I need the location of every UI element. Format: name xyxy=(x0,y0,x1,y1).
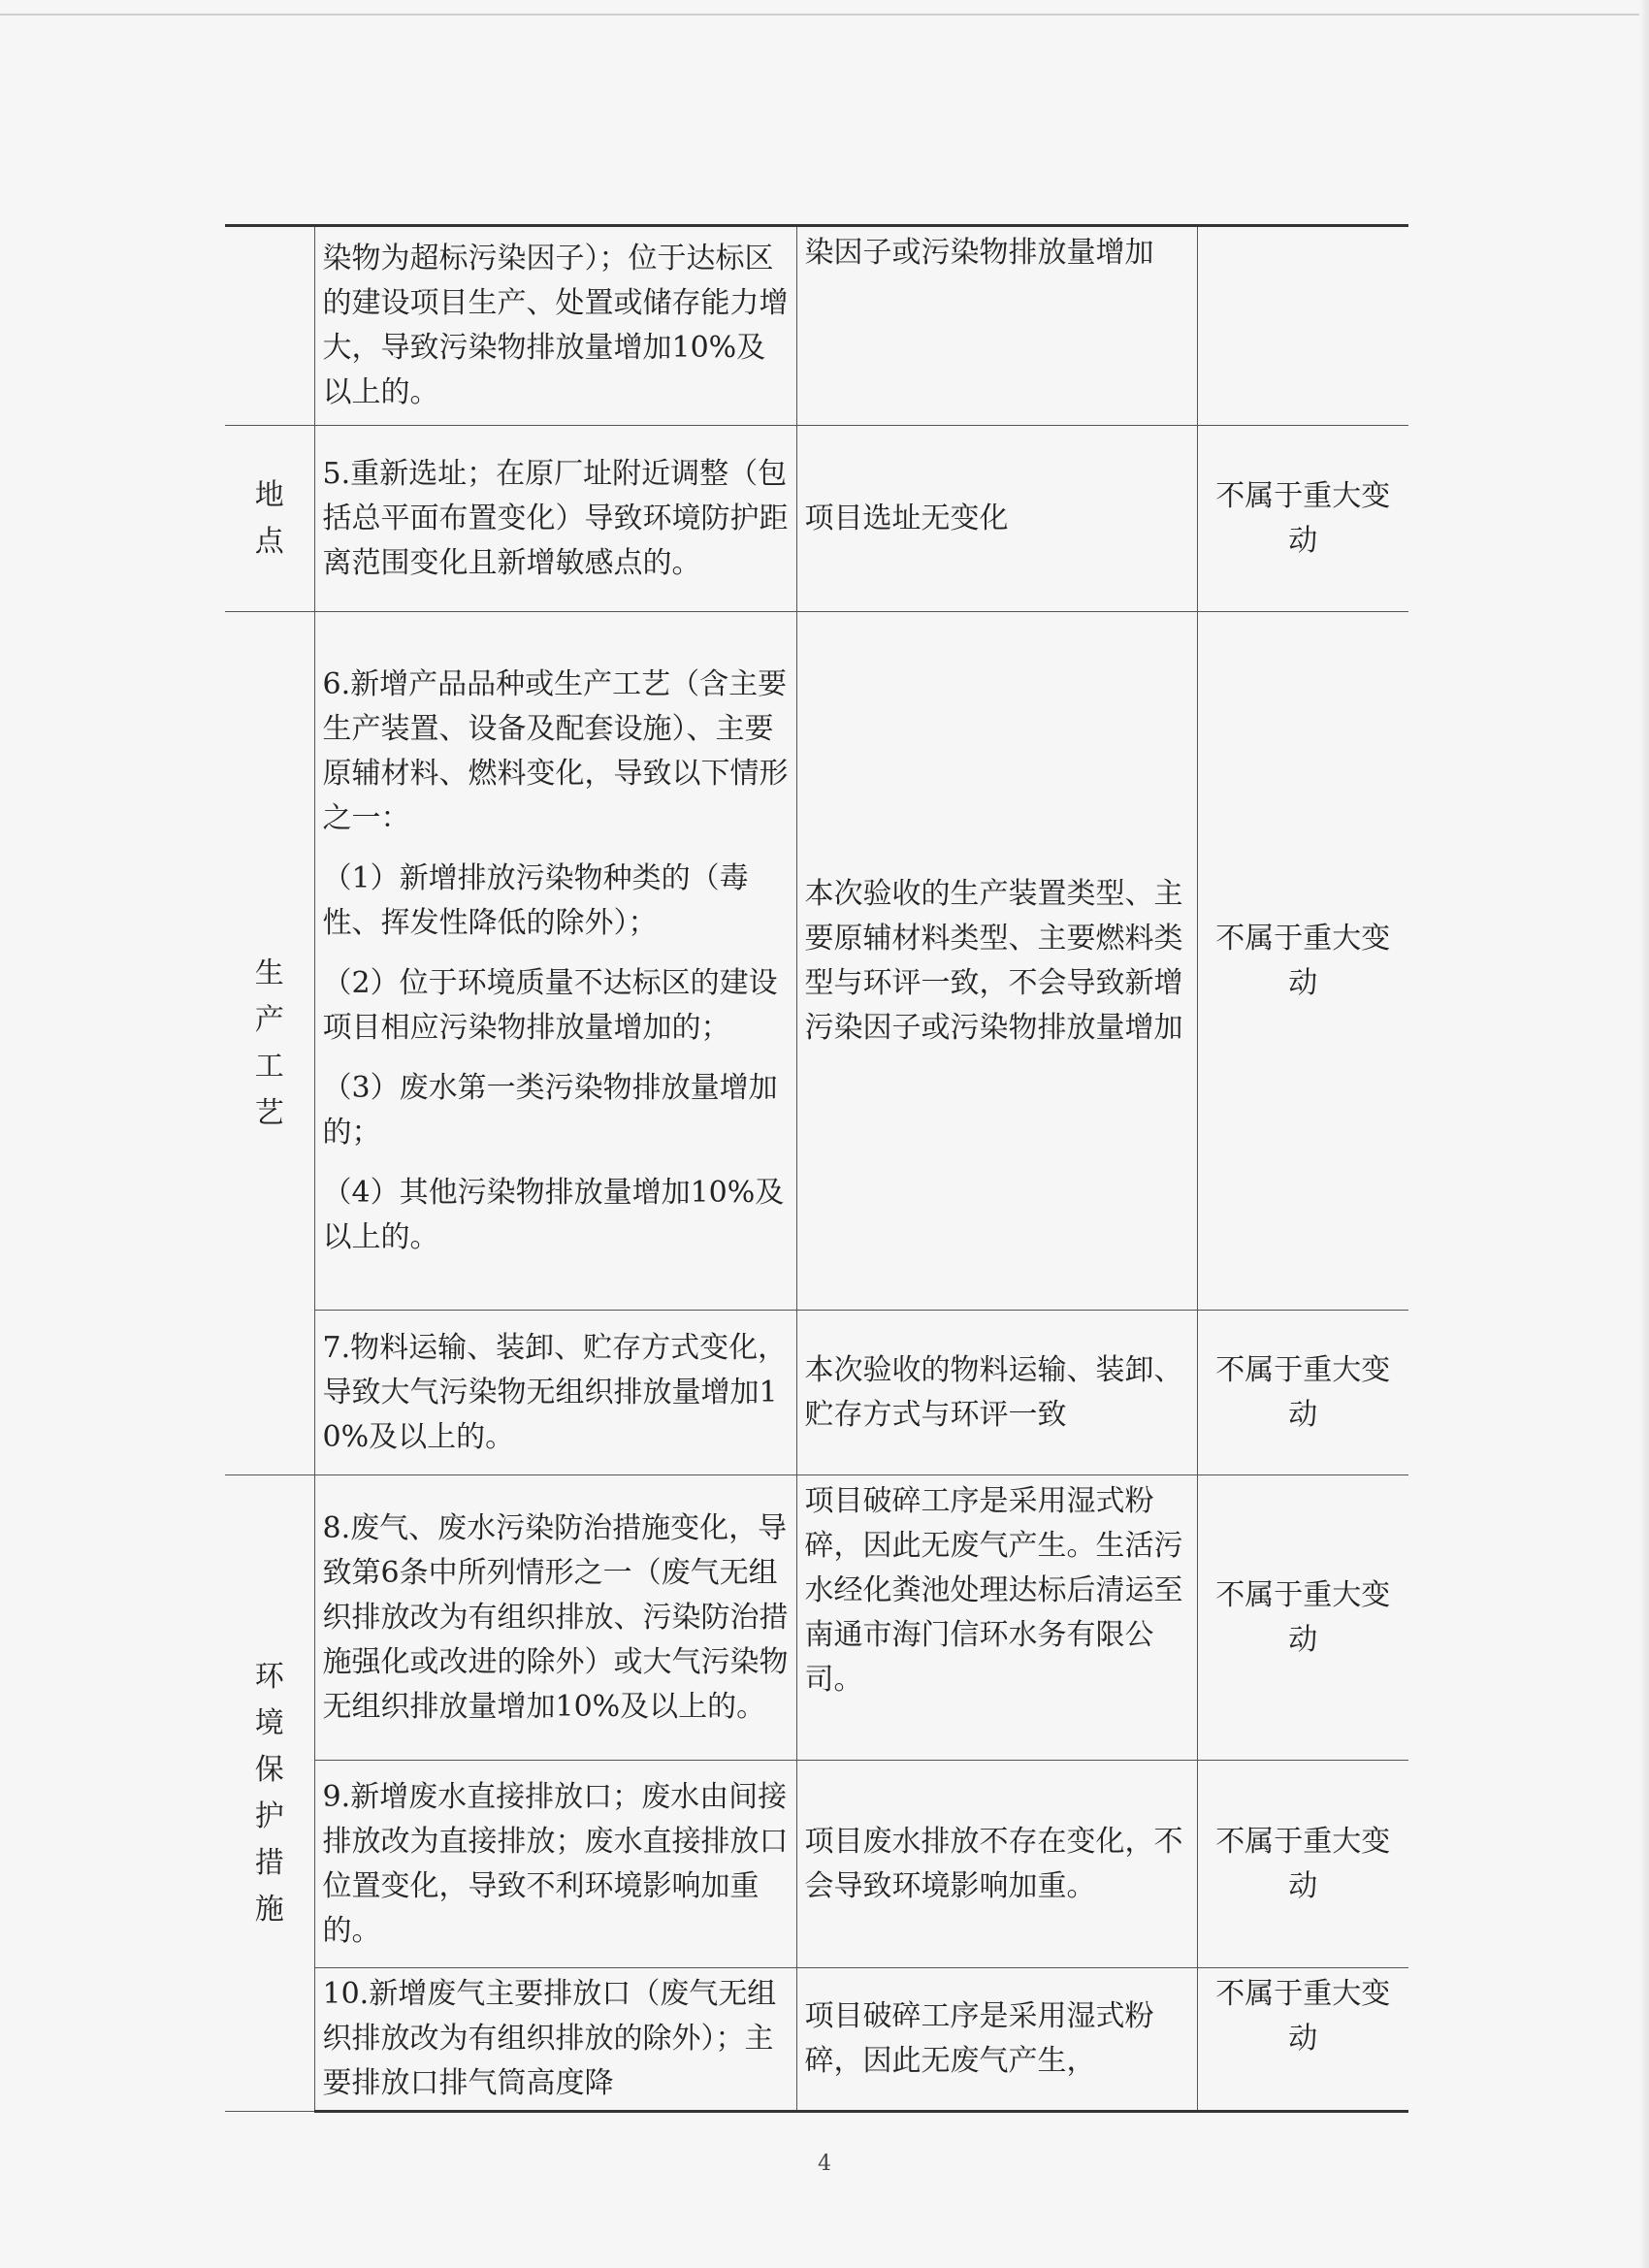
page-number: 4 xyxy=(818,2152,831,2176)
table-row xyxy=(225,612,1408,1311)
result-cell: 项目破碎工序是采用湿式粉碎，因此无废气产生。生活污水经化粪池处理达标后清运至南通市海门信环水务有限公司。 xyxy=(796,1475,1197,1761)
table-row xyxy=(225,426,1408,612)
table-row xyxy=(225,1761,1408,1968)
scan-right-edge xyxy=(1639,0,1649,2268)
requirement-cell: 5.重新选址；在原厂址附近调整（包括总平面布置变化）导致环境防护距离范围变化且新增敏感点的。 xyxy=(314,426,796,612)
category-cell: 环境保护措施 xyxy=(225,1475,314,2112)
conclusion-cell xyxy=(1197,226,1408,426)
category-cell: 地点 xyxy=(225,426,314,612)
result-cell: 本次验收的生产装置类型、主要原辅材料类型、主要燃料类型与环评一致，不会导致新增污染因子或污染物排放量增加 xyxy=(796,612,1197,1311)
scan-top-line xyxy=(0,14,1649,16)
requirement-cell: 10.新增废气主要排放口（废气无组织排放改为有组织排放的除外）；主要排放口排气筒高度降 xyxy=(314,1968,796,2112)
category-cell: 生产工艺 xyxy=(225,612,314,1475)
conclusion-cell: 不属于重大变动 xyxy=(1197,1761,1408,1968)
requirement-cell: 7.物料运输、装卸、贮存方式变化，导致大气污染物无组织排放量增加10%及以上的。 xyxy=(314,1311,796,1475)
result-cell: 项目选址无变化 xyxy=(796,426,1197,612)
requirement-cell: 染物为超标污染因子）；位于达标区的建设项目生产、处置或储存能力增大，导致污染物排放量增加10%及以上的。 xyxy=(314,226,796,426)
result-cell: 本次验收的物料运输、装卸、贮存方式与环评一致 xyxy=(796,1311,1197,1475)
category-cell xyxy=(225,226,314,426)
conclusion-cell: 不属于重大变动 xyxy=(1197,1968,1408,2112)
result-cell: 染因子或污染物排放量增加 xyxy=(796,226,1197,426)
table-row xyxy=(225,1968,1408,2112)
result-cell: 项目废水排放不存在变化，不会导致环境影响加重。 xyxy=(796,1761,1197,1968)
conclusion-cell: 不属于重大变动 xyxy=(1197,1475,1408,1761)
table-row xyxy=(225,226,1408,426)
table-row xyxy=(225,1311,1408,1475)
conclusion-cell: 不属于重大变动 xyxy=(1197,1311,1408,1475)
change-assessment-table xyxy=(225,224,1408,2113)
requirement-cell: 9.新增废水直接排放口；废水由间接排放改为直接排放；废水直接排放口位置变化，导致不利环境影响加重的。 xyxy=(314,1761,796,1968)
table-row xyxy=(225,1475,1408,1761)
conclusion-cell: 不属于重大变动 xyxy=(1197,426,1408,612)
requirement-cell: 8.废气、废水污染防治措施变化，导致第6条中所列情形之一（废气无组织排放改为有组织排放、污染防治措施强化或改进的除外）或大气污染物无组织排放量增加10%及以上的。 xyxy=(314,1475,796,1761)
requirement-cell: 6.新增产品品种或生产工艺（含主要生产装置、设备及配套设施）、主要原辅材料、燃料变化，导致以下情形之一： （1）新增排放污染物种类的（毒性、挥发性降低的除外）； （2）位于环境质量不达标区的建设项目相应污染物排放量增加的； （3）废水第一类污染物排放量增加的； （4）其他污染物排放量增加10%及以上的。 xyxy=(314,612,796,1311)
conclusion-cell: 不属于重大变动 xyxy=(1197,612,1408,1311)
result-cell: 项目破碎工序是采用湿式粉碎，因此无废气产生， xyxy=(796,1968,1197,2112)
